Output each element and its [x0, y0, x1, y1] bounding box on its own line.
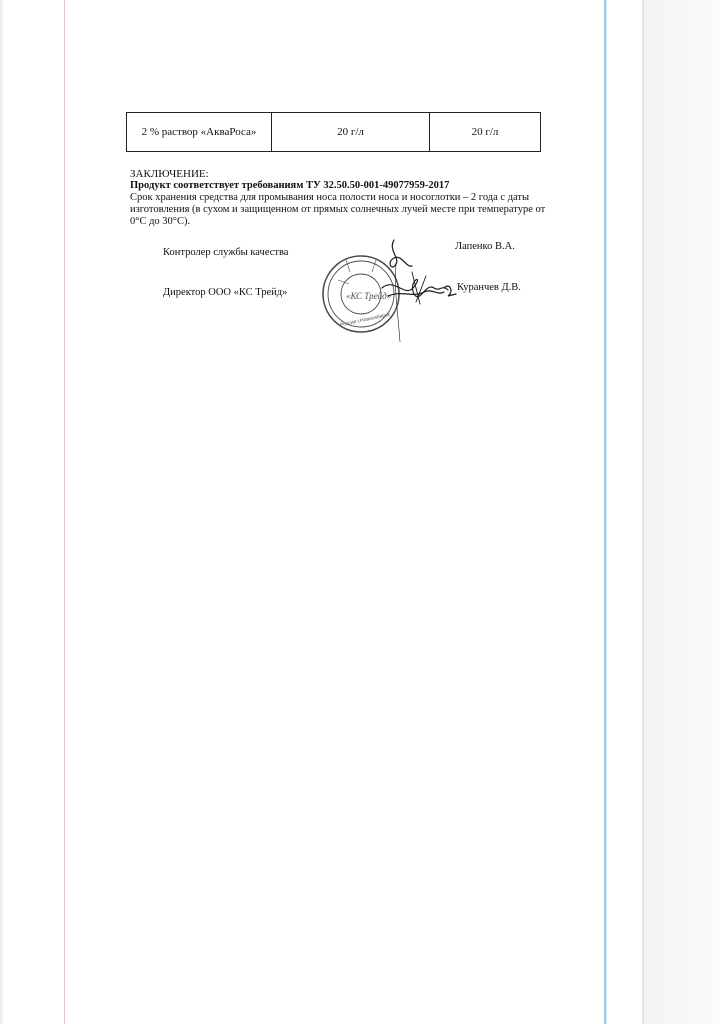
shelf-life-text: Срок хранения средства для промывания носа полости носа и носоглотки – 2 года с даты изготовления (в сухом и защищенном от прямых солнечных лучей месте при температуре от 0°С до 30°С).: [130, 192, 546, 227]
stamp-seal: [323, 256, 399, 332]
controller-name: Лапенко В.А.: [455, 241, 515, 252]
controller-label: Контролер службы качества: [163, 247, 289, 258]
table-cell-norm: 20 г/л: [272, 113, 430, 152]
company-stamp: [316, 232, 466, 352]
svg-text:Россия г.Новосибирск: Россия г.Новосибирск: [339, 311, 391, 329]
scan-edge-left: [0, 0, 4, 1024]
svg-text:«КС Трейд»: «КС Трейд»: [346, 291, 392, 301]
conclusion-heading: ЗАКЛЮЧЕНИЕ:: [130, 168, 209, 180]
conclusion-statement: Продукт соответствует требованиям ТУ 32.50.50-001-49077959-2017: [130, 180, 450, 191]
table-cell-actual: 20 г/л: [430, 113, 541, 152]
conclusion-block: [130, 168, 560, 228]
director-label: Директор ООО «КС Трейд»: [163, 287, 288, 298]
scan-edge-right: [644, 0, 720, 1024]
scan-line-red: [64, 0, 65, 1024]
results-table: [126, 112, 541, 152]
table-cell-name: 2 % раствор «АкваРоса»: [127, 113, 272, 152]
scan-line-blue-light: [606, 0, 607, 1024]
director-name: Куранчев Д.В.: [457, 282, 521, 293]
signature-scribbles: [382, 240, 456, 342]
table-row: [127, 113, 541, 152]
